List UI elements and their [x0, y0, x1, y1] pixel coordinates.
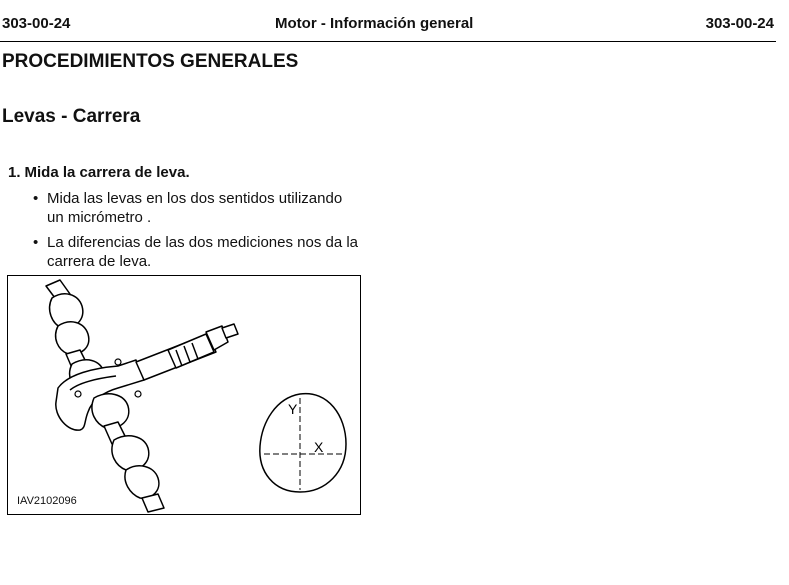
bullet-list [33, 189, 363, 277]
cam-profile-outline [260, 394, 346, 492]
bullet-item [33, 189, 363, 227]
camshaft-lobe [92, 394, 129, 428]
label-y: Y [288, 401, 298, 417]
camshaft-lobe [125, 466, 159, 498]
header-divider [0, 41, 776, 42]
bullet-dot-icon: • [33, 234, 39, 251]
figure-code: IAV2102096 [17, 495, 77, 507]
header-title: Motor - Información general [275, 15, 474, 32]
bullet-dot-icon: • [33, 190, 39, 207]
bullet-text: Mida las levas en los dos sentidos utilizando un micrómetro . [47, 190, 343, 226]
header-code-left: 303-00-24 [2, 15, 71, 32]
camshaft-illustration [8, 276, 360, 514]
header-code-right: 303-00-24 [705, 15, 774, 32]
page-header [0, 15, 774, 37]
step-number: 1. [8, 164, 21, 181]
camshaft-figure [7, 275, 361, 515]
section-title: PROCEDIMIENTOS GENERALES [2, 51, 299, 72]
bullet-item [33, 233, 363, 271]
camshaft-lobe [112, 436, 149, 470]
subtitle: Levas - Carrera [2, 106, 141, 127]
bullet-text: La diferencias de las dos mediciones nos da la carrera de leva. [47, 234, 359, 270]
step-1 [8, 164, 190, 181]
micrometer-thimble [168, 334, 214, 368]
label-x: X [314, 439, 324, 455]
step-text: Mida la carrera de leva. [24, 164, 190, 181]
camshaft-lobe [56, 322, 89, 354]
